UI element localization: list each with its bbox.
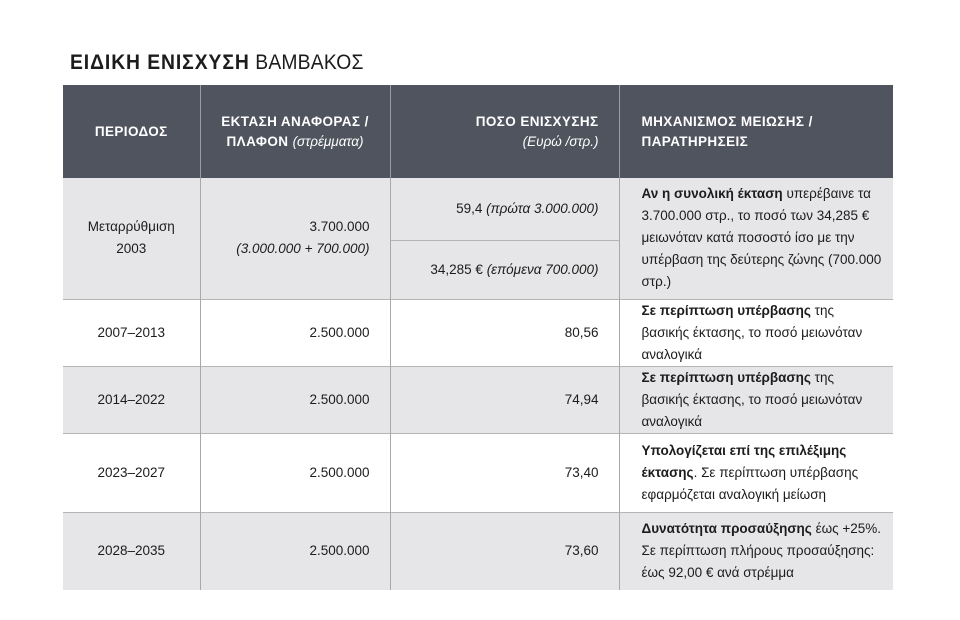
cell-area: 2.500.000 xyxy=(200,433,390,512)
table-row xyxy=(63,178,893,240)
cell-area: 3.700.000 (3.000.000 + 700.000) xyxy=(200,178,390,299)
cell-remark: Αν η συνολική έκταση υπερέβαινε τα 3.700.000 στρ., το ποσό των 34,285 € μειωνόταν κατά ποσοστό ίσο με την υπέρβαση της δεύτερης ζώνης (700.000 στρ.) xyxy=(619,178,893,299)
table-row xyxy=(63,512,893,590)
cell-amount: 74,94 xyxy=(390,366,619,433)
cell-remark: Σε περίπτωση υπέρβασης της βασικής έκτασης, το ποσό μειωνόταν αναλογικά xyxy=(619,366,893,433)
table-row xyxy=(63,366,893,433)
table-header-row xyxy=(63,85,893,178)
cell-period: Μεταρρύθμιση 2003 xyxy=(63,178,200,299)
header-area: ΕΚΤΑΣΗ ΑΝΑΦΟΡΑΣ / ΠΛΑΦΟΝ (στρέμματα) xyxy=(200,85,390,178)
header-amount: ΠΟΣΟ ΕΝΙΣΧΥΣΗΣ (Ευρώ /στρ.) xyxy=(390,85,619,178)
cell-area: 2.500.000 xyxy=(200,299,390,366)
cell-remark: Δυνατότητα προσαύξησης έως +25%. Σε περίπτωση πλήρους προσαύξησης: έως 92,00 € ανά στρέμμα xyxy=(619,512,893,590)
cell-period: 2028–2035 xyxy=(63,512,200,590)
title-light: ΒΑΜΒΑΚΟΣ xyxy=(255,51,364,74)
page-title xyxy=(70,50,364,76)
cell-area: 2.500.000 xyxy=(200,512,390,590)
table-row xyxy=(63,299,893,366)
cell-amount: 80,56 xyxy=(390,299,619,366)
title-bold: ΕΙΔΙΚΗ ΕΝΙΣΧΥΣΗ xyxy=(70,51,250,74)
cell-period: 2023–2027 xyxy=(63,433,200,512)
table-row xyxy=(63,433,893,512)
subsidy-table xyxy=(63,85,893,590)
cell-amount-first: 59,4 (πρώτα 3.000.000) xyxy=(390,178,619,240)
cell-amount-second: 34,285 € (επόμενα 700.000) xyxy=(390,240,619,299)
cell-remark: Σε περίπτωση υπέρβασης της βασικής έκτασης, το ποσό μειωνόταν αναλογικά xyxy=(619,299,893,366)
cell-area: 2.500.000 xyxy=(200,366,390,433)
cell-amount: 73,40 xyxy=(390,433,619,512)
cell-period: 2007–2013 xyxy=(63,299,200,366)
cell-period: 2014–2022 xyxy=(63,366,200,433)
cell-amount: 73,60 xyxy=(390,512,619,590)
header-period: ΠΕΡΙΟΔΟΣ xyxy=(63,85,200,178)
cell-remark: Υπολογίζεται επί της επιλέξιμης έκτασης. Σε περίπτωση υπέρβασης εφαρμόζεται αναλογική μείωση xyxy=(619,433,893,512)
header-remarks: ΜΗΧΑΝΙΣΜΟΣ ΜΕΙΩΣΗΣ / ΠΑΡΑΤΗΡΗΣΕΙΣ xyxy=(619,85,893,178)
